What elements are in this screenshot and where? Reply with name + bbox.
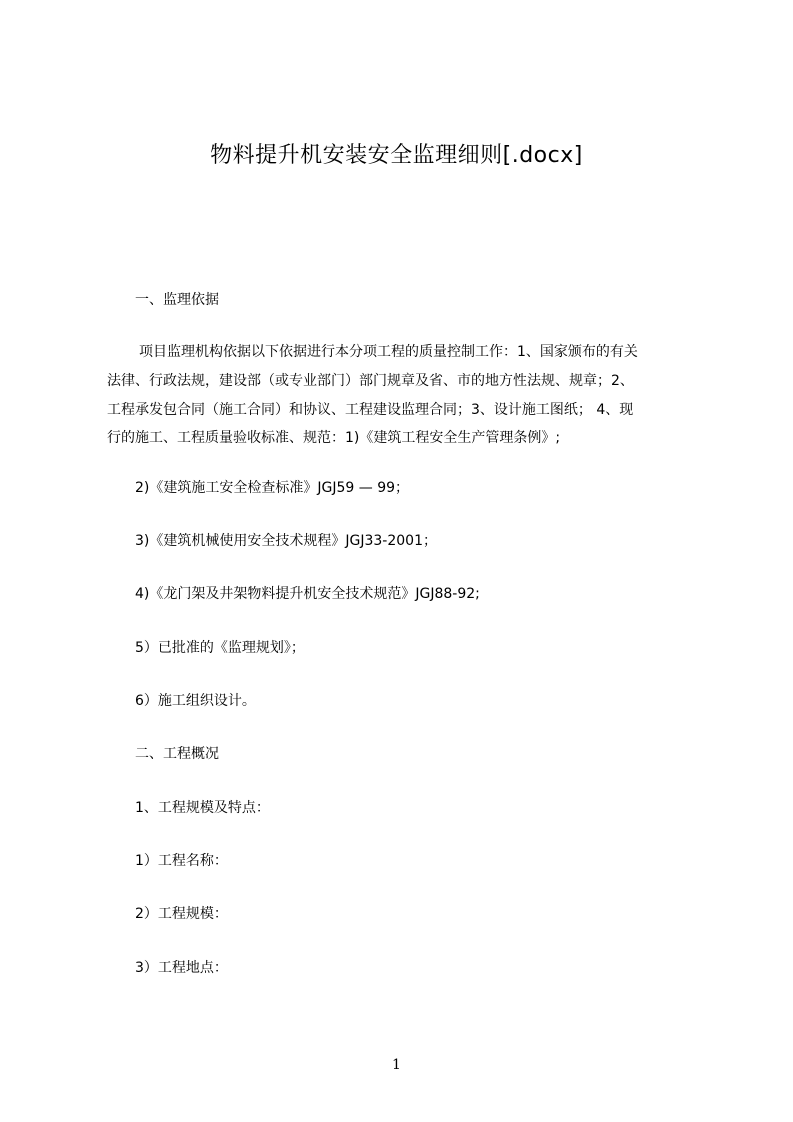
paragraph-line: 法律、行政法规，建设部（或专业部门）部门规章及省、市的地方性法规、规章；2、: [107, 373, 634, 389]
page-number: 1: [392, 1057, 401, 1073]
basis-list-item: 6）施工组织设计。: [135, 693, 256, 709]
section-heading-overview: 二、工程概况: [135, 746, 219, 762]
overview-item: 2）工程规模：: [135, 906, 228, 922]
basis-list-item: 4)《龙门架及井架物料提升机安全技术规范》JGJ88-92;: [135, 586, 480, 602]
paragraph-line: 工程承发包合同（施工合同）和协议、工程建设监理合同；3、设计施工图纸； 4、现: [107, 402, 634, 418]
paragraph-line: 项目监理机构依据以下依据进行本分项工程的质量控制工作：1、国家颁布的有关: [139, 344, 638, 360]
section-heading-basis: 一、监理依据: [135, 292, 219, 308]
paragraph-line: 行的施工、工程质量验收标准、规范：1)《建筑工程安全生产管理条例》;: [107, 430, 561, 446]
overview-item: 3）工程地点：: [135, 960, 228, 976]
overview-subheading: 1、工程规模及特点：: [135, 800, 270, 816]
basis-list-item: 2)《建筑施工安全检查标准》JGJ59 — 99；: [135, 480, 410, 496]
document-title: 物料提升机安装安全监理细则[.docx]: [210, 143, 583, 168]
overview-item: 1）工程名称：: [135, 853, 228, 869]
basis-list-item: 3)《建筑机械使用安全技术规程》JGJ33-2001；: [135, 533, 437, 549]
basis-list-item: 5）已批准的《监理规划》；: [135, 640, 305, 656]
